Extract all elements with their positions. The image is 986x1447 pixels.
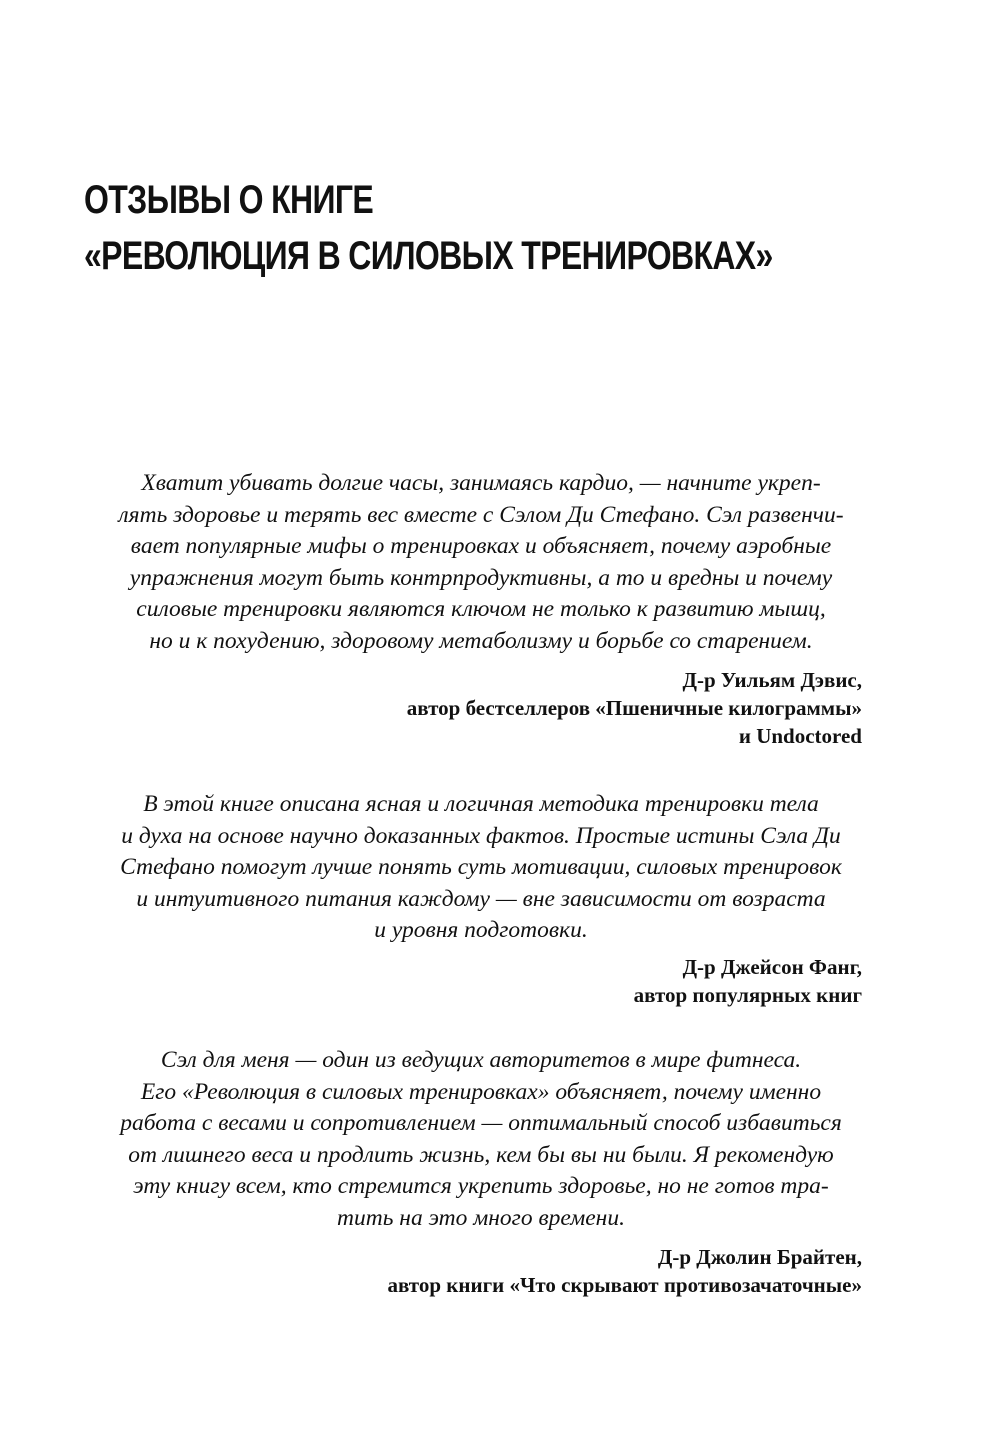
quote-line: упражнения могут быть контрпродуктивны, а то и вредны и почему — [129, 564, 833, 591]
attribution-detail: и Undoctored — [738, 724, 862, 748]
quote-line: Стефано помогут лучше понять суть мотивации, силовых тренировок — [120, 854, 842, 881]
attribution-detail: автор популярных книг — [633, 983, 862, 1007]
quote-line: Его «Революция в силовых тренировках» объясняет, почему именно — [140, 1078, 822, 1105]
quote-line: эту книгу всем, кто стремится укрепить здоровье, но не готов тра- — [133, 1173, 829, 1200]
quote-line: тить на это много времени. — [337, 1204, 625, 1231]
review-attribution-2 — [634, 953, 862, 1009]
page-title-line-1: ОТЗЫВЫ О КНИГЕ — [84, 178, 374, 222]
quote-line: но и к похудению, здоровому метаболизму и борьбе со старением. — [149, 627, 813, 654]
quote-line: В этой книге описана ясная и логичная методика тренировки тела — [143, 791, 819, 817]
review-attribution-3 — [387, 1243, 862, 1299]
review-quote-2 — [96, 789, 866, 947]
quote-line: лять здоровье и терять вес вместе с Сэлом Ди Стефано. Сэл развенчи- — [118, 501, 844, 528]
quote-line: и духа на основе научно доказанных фактов. Простые истины Сэла Ди — [121, 822, 841, 849]
review-quote-3 — [96, 1045, 866, 1235]
quote-line: и уровня подготовки. — [374, 917, 588, 944]
quote-line: от лишнего веса и продлить жизнь, кем бы вы ни были. Я рекомендую — [128, 1141, 834, 1168]
attribution-author: Д-р Джейсон Фанг, — [682, 955, 862, 979]
quote-line: Сэл для меня — один из ведущих авторитетов в мире фитнеса. — [160, 1047, 802, 1073]
attribution-detail: автор книги «Что скрывают противозачаточные» — [387, 1273, 862, 1297]
quote-line: Хватит убивать долгие часы, занимаясь кардио, — начните укреп- — [141, 470, 821, 496]
page-title-line-2: «РЕВОЛЮЦИЯ В СИЛОВЫХ ТРЕНИРОВКАХ» — [84, 234, 773, 278]
review-quote-1 — [96, 468, 866, 658]
quote-line: работа с весами и сопротивлением — оптимальный способ избавиться — [120, 1110, 842, 1137]
quote-line: вает популярные мифы о тренировках и объясняет, почему аэробные — [130, 533, 832, 560]
attribution-author: Д-р Джолин Брайтен, — [657, 1245, 862, 1269]
page-title — [84, 172, 773, 284]
attribution-detail: автор бестселлеров «Пшеничные килограммы» — [406, 696, 862, 720]
review-attribution-1 — [407, 666, 862, 750]
quote-line: и интуитивного питания каждому — вне зависимости от возраста — [136, 885, 826, 912]
attribution-author: Д-р Уильям Дэвис, — [682, 668, 862, 692]
quote-line: силовые тренировки являются ключом не только к развитию мышц, — [136, 596, 826, 623]
